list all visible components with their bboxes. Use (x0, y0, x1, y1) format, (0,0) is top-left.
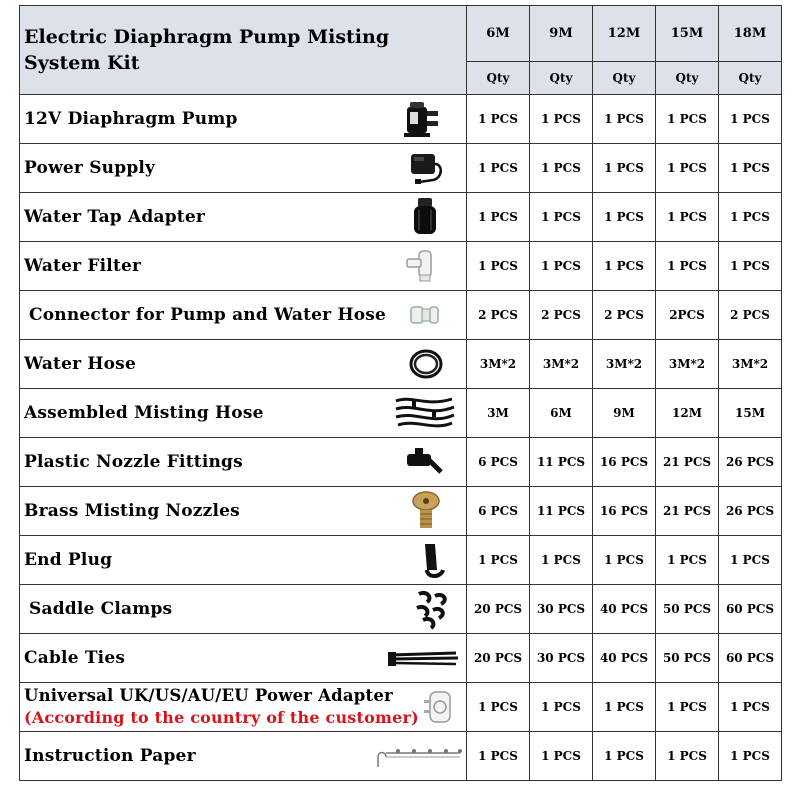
item-name: Cable Ties (24, 648, 126, 668)
qty-value: 3M*2 (656, 340, 719, 389)
qty-value: 60 PCS (719, 585, 782, 634)
item-name: 12V Diaphragm Pump (24, 109, 238, 129)
table-row (20, 683, 782, 732)
qty-value: 1 PCS (530, 242, 593, 291)
qty-value: 11 PCS (530, 487, 593, 536)
qty-value: 1 PCS (467, 732, 530, 781)
diaphragm-pump-icon (398, 99, 444, 139)
qty-value: 3M (467, 389, 530, 438)
qty-value: 1 PCS (593, 732, 656, 781)
size-12m-header: 12M (593, 6, 656, 62)
table-row (20, 144, 782, 193)
qty-value: 6 PCS (467, 487, 530, 536)
item-name: Universal UK/US/AU/EU Power Adapter (24, 686, 393, 705)
qty-value: 1 PCS (467, 193, 530, 242)
qty-value: 2PCS (656, 291, 719, 340)
item-name: Connector for Pump and Water Hose (29, 305, 387, 325)
qty-header: Qty (656, 62, 719, 95)
header-row-sizes (20, 6, 782, 62)
qty-value: 40 PCS (593, 585, 656, 634)
qty-value: 3M*2 (593, 340, 656, 389)
qty-value: 1 PCS (530, 732, 593, 781)
table-row (20, 193, 782, 242)
qty-value: 1 PCS (530, 95, 593, 144)
qty-value: 12M (656, 389, 719, 438)
qty-value: 1 PCS (593, 683, 656, 732)
note-text: According to the country of the customer) (31, 708, 419, 727)
table-row (20, 95, 782, 144)
qty-value: 2 PCS (467, 291, 530, 340)
table-row (20, 438, 782, 487)
kit-contents-table (19, 5, 782, 781)
qty-value: 21 PCS (656, 438, 719, 487)
qty-value: 3M*2 (530, 340, 593, 389)
brass-nozzle-icon (406, 490, 446, 532)
qty-value: 1 PCS (467, 144, 530, 193)
item-note (24, 707, 419, 729)
tap-adapter-icon (405, 196, 445, 238)
table-row (20, 536, 782, 585)
qty-value: 1 PCS (593, 536, 656, 585)
item-name: Water Tap Adapter (24, 207, 206, 227)
size-18m-header: 18M (719, 6, 782, 62)
hose-connector-icon (405, 298, 443, 332)
qty-header: Qty (530, 62, 593, 95)
qty-value: 1 PCS (719, 144, 782, 193)
cable-ties-icon (386, 643, 462, 673)
item-name: Assembled Misting Hose (24, 403, 264, 423)
qty-header: Qty (467, 62, 530, 95)
qty-value: 2 PCS (530, 291, 593, 340)
item-name: End Plug (24, 550, 113, 570)
item-name: Plastic Nozzle Fittings (24, 452, 243, 472)
qty-header: Qty (719, 62, 782, 95)
qty-value: 1 PCS (656, 683, 719, 732)
table-row (20, 242, 782, 291)
qty-header: Qty (593, 62, 656, 95)
table-row (20, 340, 782, 389)
water-hose-icon (403, 345, 449, 383)
table-row (20, 291, 782, 340)
table-row (20, 487, 782, 536)
water-filter-icon (403, 247, 443, 285)
kit-title: Electric Diaphragm Pump Misting System Kit (20, 6, 467, 95)
item-name: Saddle Clamps (29, 599, 173, 619)
qty-value: 1 PCS (656, 193, 719, 242)
item-name: Power Supply (24, 158, 156, 178)
qty-value: 3M*2 (719, 340, 782, 389)
qty-value: 1 PCS (530, 144, 593, 193)
qty-value: 1 PCS (656, 95, 719, 144)
size-15m-header: 15M (656, 6, 719, 62)
qty-value: 6M (530, 389, 593, 438)
qty-value: 26 PCS (719, 487, 782, 536)
qty-value: 1 PCS (530, 193, 593, 242)
qty-value: 1 PCS (719, 193, 782, 242)
end-plug-icon (411, 540, 451, 580)
qty-value: 1 PCS (530, 683, 593, 732)
qty-value: 1 PCS (719, 683, 782, 732)
qty-value: 30 PCS (530, 634, 593, 683)
item-name: Water Hose (24, 354, 136, 374)
qty-value: 20 PCS (467, 634, 530, 683)
qty-value: 1 PCS (593, 242, 656, 291)
qty-value: 1 PCS (467, 683, 530, 732)
qty-value: 1 PCS (593, 95, 656, 144)
qty-value: 1 PCS (593, 144, 656, 193)
table-row (20, 732, 782, 781)
qty-value: 20 PCS (467, 585, 530, 634)
qty-value: 1 PCS (719, 95, 782, 144)
qty-value: 60 PCS (719, 634, 782, 683)
qty-value: 30 PCS (530, 585, 593, 634)
table-row (20, 389, 782, 438)
qty-value: 1 PCS (719, 732, 782, 781)
qty-value: 40 PCS (593, 634, 656, 683)
qty-value: 6 PCS (467, 438, 530, 487)
instruction-paper-icon (372, 741, 466, 771)
qty-value: 1 PCS (467, 95, 530, 144)
qty-value: 1 PCS (530, 536, 593, 585)
qty-value: 2 PCS (719, 291, 782, 340)
qty-value: 1 PCS (656, 536, 719, 585)
qty-value: 1 PCS (719, 242, 782, 291)
table-row (20, 634, 782, 683)
qty-value: 1 PCS (656, 732, 719, 781)
power-supply-icon (403, 148, 449, 188)
item-name: Instruction Paper (24, 746, 196, 766)
qty-value: 1 PCS (719, 536, 782, 585)
qty-value: 1 PCS (593, 193, 656, 242)
qty-value: 11 PCS (530, 438, 593, 487)
qty-value: 1 PCS (656, 242, 719, 291)
qty-value: 50 PCS (656, 585, 719, 634)
qty-value: 15M (719, 389, 782, 438)
qty-value: 26 PCS (719, 438, 782, 487)
qty-value: 1 PCS (656, 144, 719, 193)
qty-value: 1 PCS (467, 536, 530, 585)
item-name: Water Filter (24, 256, 142, 276)
qty-value: 3M*2 (467, 340, 530, 389)
qty-value: 16 PCS (593, 487, 656, 536)
nozzle-fitting-icon (401, 444, 447, 480)
qty-value: 9M (593, 389, 656, 438)
table-row (20, 585, 782, 634)
misting-hose-icon (392, 393, 458, 433)
saddle-clamps-icon (409, 588, 455, 630)
item-name: Brass Misting Nozzles (24, 501, 240, 521)
qty-value: 50 PCS (656, 634, 719, 683)
qty-value: 16 PCS (593, 438, 656, 487)
power-adapter-icon (420, 686, 460, 728)
qty-value: 21 PCS (656, 487, 719, 536)
qty-value: 1 PCS (467, 242, 530, 291)
size-9m-header: 9M (530, 6, 593, 62)
qty-value: 2 PCS (593, 291, 656, 340)
size-6m-header: 6M (467, 6, 530, 62)
note-open-paren: ( (24, 708, 32, 727)
